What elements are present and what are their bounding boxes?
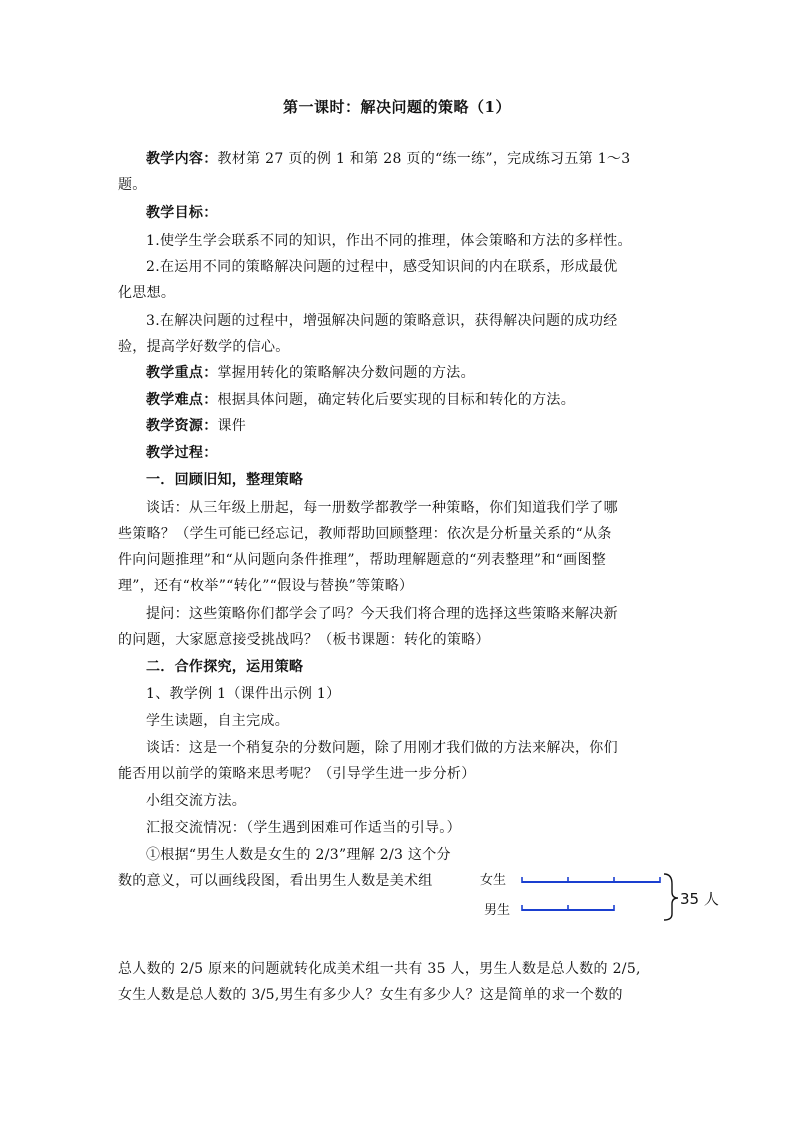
section-2-line: 总人数的 2/5 原来的问题就转化成美术组一共有 35 人，男生人数是总人数的 2/5, <box>118 961 641 977</box>
process-label: 教学过程： <box>146 445 218 461</box>
girls-label: 女生 <box>480 873 507 888</box>
section-1-paragraph: 谈话：从三年级上册起，每一册数学都教学一种策略，你们知道我们学了哪 <box>146 500 618 516</box>
resource-text: 课件 <box>217 418 247 434</box>
girls-segment <box>522 877 660 883</box>
goal-3-cont: 验，提高学好数学的信心。 <box>118 339 290 355</box>
page-title: 第一课时：解决问题的策略（1） <box>283 98 511 116</box>
goal-1: 1.使学生学会联系不同的知识，作出不同的推理，体会策略和方法的多样性。 <box>146 233 632 249</box>
content-line <box>146 146 716 172</box>
total-brace <box>664 874 678 920</box>
resource-label: 教学资源： <box>146 418 218 434</box>
boys-segment <box>522 905 614 911</box>
section-2-line: 学生读题，自主完成。 <box>146 713 289 729</box>
section-2-line-cont: 数的意义，可以画线段图，看出男生人数是美术组 <box>118 873 433 889</box>
section-2-line-cont: 能否用以前学的策略来思考呢？（引导学生进一步分析） <box>118 766 476 782</box>
section-2-line: 汇报交流情况：（学生遇到困难可作适当的引导。） <box>146 820 461 836</box>
section-1-paragraph-cont: 理”，还有“枚举”“转化”“假设与替换”等策略） <box>118 578 414 594</box>
section-2-line: 1、教学例 1（课件出示例 1） <box>146 686 341 702</box>
goals-label: 教学目标： <box>146 205 218 221</box>
key-point-line <box>146 360 716 386</box>
difficulty-label: 教学难点： <box>146 392 218 408</box>
key-point-label: 教学重点： <box>146 365 218 381</box>
key-point-text: 掌握用转化的策略解决分数问题的方法。 <box>217 365 475 381</box>
difficulty-line <box>146 387 716 413</box>
section-1-heading: 一．回顾旧知，整理策略 <box>146 472 304 488</box>
boys-label: 男生 <box>484 903 511 918</box>
section-1-question: 提问：这些策略你们都学会了吗？今天我们将合理的选择这些策略来解决新 <box>146 606 618 622</box>
goal-2: 2.在运用不同的策略解决问题的过程中，感受知识间的内在联系，形成最优 <box>146 259 618 275</box>
resource-line <box>146 413 716 439</box>
total-label: 35 人 <box>680 890 719 908</box>
line-segment-diagram <box>476 860 726 930</box>
content-line-cont: 题。 <box>118 177 147 193</box>
goal-2-cont: 化思想。 <box>118 285 176 301</box>
section-2-line: 谈话：这是一个稍复杂的分数问题，除了用刚才我们做的方法来解决，你们 <box>146 740 618 756</box>
goal-3: 3.在解决问题的过程中，增强解决问题的策略意识，获得解决问题的成功经 <box>146 313 618 329</box>
section-2-line: ①根据“男生人数是女生的 2/3”理解 2/3 这个分 <box>146 847 451 863</box>
difficulty-text: 根据具体问题，确定转化后要实现的目标和转化的方法。 <box>217 392 575 408</box>
section-2-heading: 二．合作探究，运用策略 <box>146 659 304 675</box>
section-1-paragraph-cont: 件向问题推理”和“从问题向条件推理”，帮助理解题意的“列表整理”和“画图整 <box>118 552 607 568</box>
section-2-line-cont: 女生人数是总人数的 3/5,男生有多少人？女生有多少人？这是简单的求一个数的 <box>118 987 623 1003</box>
section-2-line: 小组交流方法。 <box>146 793 247 809</box>
content-text: 教材第 27 页的例 1 和第 28 页的“练一练”，完成练习五第 1～3 <box>217 151 631 167</box>
section-1-paragraph-cont: 些策略？（学生可能已经忘记，教师帮助回顾整理：依次是分析量关系的“从条 <box>118 526 612 542</box>
section-1-question-cont: 的问题，大家愿意接受挑战吗？（板书课题：转化的策略） <box>118 632 490 648</box>
content-label: 教学内容： <box>146 151 218 167</box>
